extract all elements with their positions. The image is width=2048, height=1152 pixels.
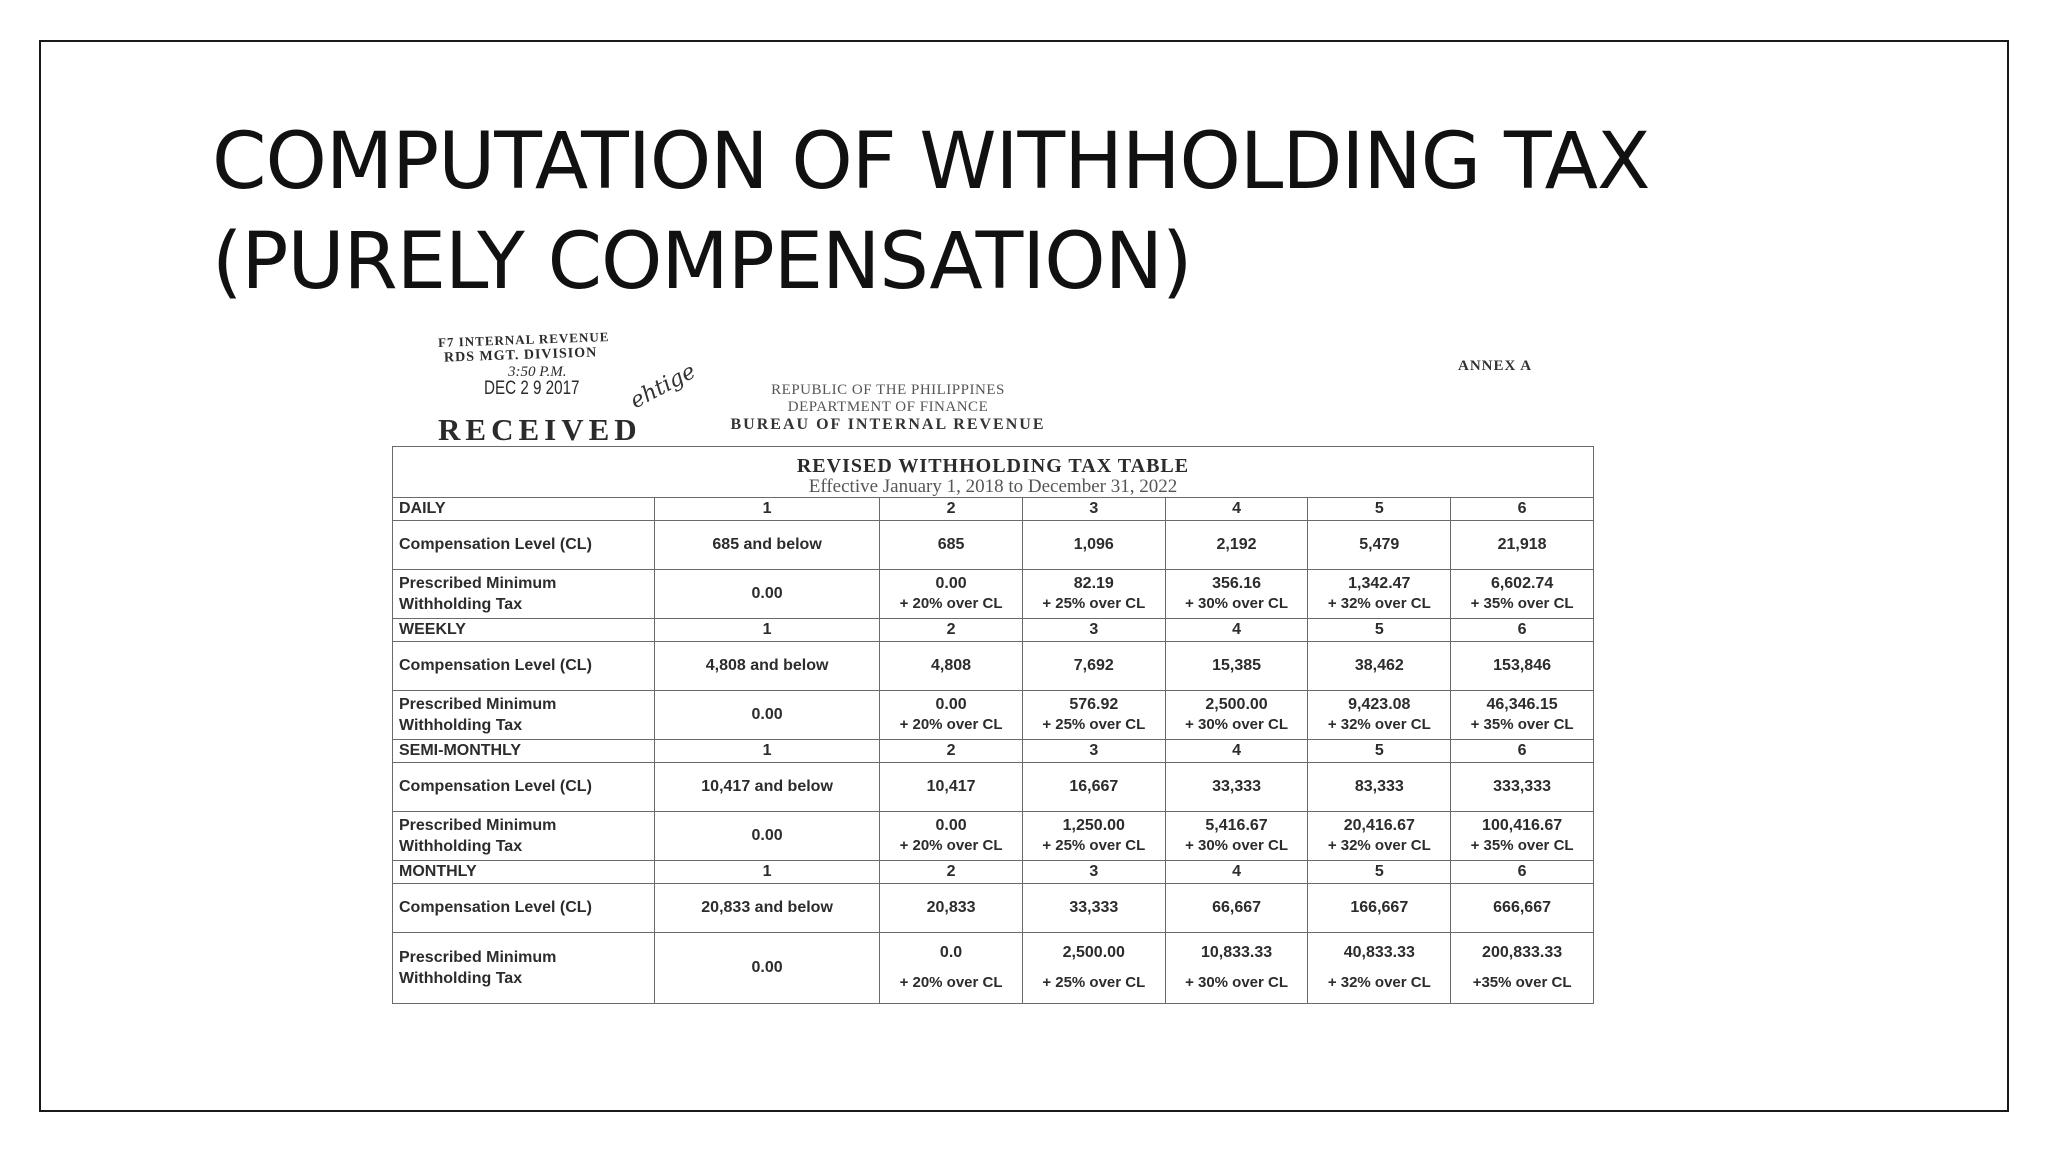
compensation-level-cell: 21,918 [1451,521,1594,570]
compensation-level-cell: 333,333 [1451,763,1594,812]
compensation-level-cell: 166,667 [1308,884,1451,933]
stamp-received: RECEIVED [438,412,642,447]
tax-rate: + 25% over CL [1042,716,1146,733]
compensation-level-cell: 2,192 [1165,521,1308,570]
compensation-level-cell: 4,808 and below [655,642,880,691]
table-row [393,861,1594,884]
tax-amount: 0.00 [751,706,783,723]
compensation-level-cell: 685 [880,521,1023,570]
tax-rate: + 32% over CL [1327,974,1431,991]
tax-amount: 1,342.47 [1348,575,1411,592]
compensation-level-cell: 38,462 [1308,642,1451,691]
compensation-level-cell: 33,333 [1022,884,1165,933]
tax-amount: 0.00 [751,827,783,844]
withholding-tax-cell [880,933,1023,1004]
withholding-tax-cell [655,691,880,740]
bracket-number: 1 [655,619,880,642]
compensation-level-cell: 66,667 [1165,884,1308,933]
withholding-tax-cell [1451,933,1594,1004]
withholding-tax-cell [880,570,1023,619]
period-label: WEEKLY [393,619,655,642]
tax-amount: 0.00 [935,575,967,592]
withholding-tax-cell [1451,691,1594,740]
withholding-tax-cell [1308,691,1451,740]
tax-amount: 2,500.00 [1205,696,1268,713]
withholding-tax-cell [1165,570,1308,619]
withholding-tax-label: Prescribed Minimum Withholding Tax [393,570,655,619]
slide-title-line-1: COMPUTATION OF WITHHOLDING TAX [212,117,1650,207]
table-row [393,884,1594,933]
table-row [393,521,1594,570]
tax-amount: 82.19 [1073,575,1114,592]
compensation-level-cell: 685 and below [655,521,880,570]
withholding-tax-cell [655,812,880,861]
agency-republic: REPUBLIC OF THE PHILIPPINES [771,382,1005,398]
bracket-number: 1 [655,861,880,884]
tax-amount: 100,416.67 [1482,817,1563,834]
tax-amount: 40,833.33 [1343,944,1415,961]
tax-amount: 0.00 [751,959,783,976]
bracket-number: 1 [655,740,880,763]
compensation-level-label: Compensation Level (CL) [393,884,655,933]
bracket-number: 4 [1165,740,1308,763]
compensation-level-cell: 16,667 [1022,763,1165,812]
slide-title [212,112,1912,312]
withholding-tax-cell [1022,570,1165,619]
bracket-number: 6 [1451,619,1594,642]
withholding-tax-cell [1308,933,1451,1004]
bracket-number: 2 [880,619,1023,642]
bracket-number: 2 [880,861,1023,884]
tax-rate: + 20% over CL [899,974,1003,991]
withholding-tax-cell [1451,812,1594,861]
tax-rate: +35% over CL [1472,974,1572,991]
period-label: DAILY [393,498,655,521]
tax-rate: + 20% over CL [899,837,1003,854]
withholding-tax-label: Prescribed Minimum Withholding Tax [393,691,655,740]
withholding-tax-cell [1308,570,1451,619]
compensation-level-label: Compensation Level (CL) [393,642,655,691]
table-row [393,763,1594,812]
withholding-tax-label: Prescribed Minimum Withholding Tax [393,812,655,861]
tax-rate: + 30% over CL [1185,974,1289,991]
tax-amount: 10,833.33 [1200,944,1273,961]
withholding-tax-cell [880,691,1023,740]
compensation-level-cell: 10,417 [880,763,1023,812]
tax-rate: + 30% over CL [1185,595,1289,612]
bracket-number: 2 [880,740,1023,763]
tax-amount: 20,416.67 [1343,817,1415,834]
table-header [393,447,1594,498]
period-label: MONTHLY [393,861,655,884]
table-row [393,933,1594,1004]
tax-amount: 0.0 [939,944,963,961]
table-title: REVISED WITHHOLDING TAX TABLE [796,455,1190,477]
bracket-number: 3 [1022,619,1165,642]
tax-amount: 0.00 [751,585,783,602]
tax-rate: + 20% over CL [899,595,1003,612]
agency-bureau: BUREAU OF INTERNAL REVENUE [730,416,1046,433]
compensation-level-cell: 15,385 [1165,642,1308,691]
table-row [393,812,1594,861]
tax-rate: + 25% over CL [1042,595,1146,612]
stamp-date: DEC 2 9 2017 [484,378,580,399]
table-subtitle: Effective January 1, 2018 to December 31, 2022 [808,476,1178,497]
tax-amount: 356.16 [1212,575,1262,592]
withholding-tax-cell [880,812,1023,861]
table-row [393,740,1594,763]
bracket-number: 2 [880,498,1023,521]
bracket-number: 5 [1308,740,1451,763]
compensation-level-label: Compensation Level (CL) [393,763,655,812]
bracket-number: 5 [1308,498,1451,521]
bracket-number: 6 [1451,861,1594,884]
tax-rate: + 32% over CL [1327,837,1431,854]
tax-amount: 200,833.33 [1482,944,1563,961]
tax-rate: + 20% over CL [899,716,1003,733]
tax-amount: 576.92 [1069,696,1119,713]
bracket-number: 1 [655,498,880,521]
agency-department: DEPARTMENT OF FINANCE [787,399,989,415]
withholding-tax-cell [1022,812,1165,861]
bracket-number: 6 [1451,498,1594,521]
stamp-division-line: RDS MGT. DIVISION [443,345,598,366]
slide-title-line-2: (PURELY COMPENSATION) [212,217,1192,307]
table-row [393,691,1594,740]
withholding-tax-cell [1022,691,1165,740]
table-row [393,619,1594,642]
tax-rate: + 30% over CL [1185,716,1289,733]
withholding-tax-cell [1308,812,1451,861]
compensation-level-cell: 10,417 and below [655,763,880,812]
compensation-level-cell: 7,692 [1022,642,1165,691]
bracket-number: 4 [1165,498,1308,521]
tax-rate: + 30% over CL [1185,837,1289,854]
compensation-level-cell: 153,846 [1451,642,1594,691]
period-label: SEMI-MONTHLY [393,740,655,763]
withholding-tax-table [392,446,1594,1004]
tax-amount: 1,250.00 [1062,817,1125,834]
tax-rate: + 25% over CL [1042,837,1146,854]
tax-amount: 6,602.74 [1490,575,1554,592]
compensation-level-cell: 1,096 [1022,521,1165,570]
bracket-number: 4 [1165,861,1308,884]
bracket-number: 3 [1022,498,1165,521]
bracket-number: 5 [1308,861,1451,884]
bracket-number: 3 [1022,861,1165,884]
stamp-signature: ehtige [626,358,700,415]
withholding-tax-cell [1165,812,1308,861]
stamp-office-line: F7 INTERNAL REVENUE [437,329,610,350]
compensation-level-cell: 33,333 [1165,763,1308,812]
withholding-tax-cell [1165,691,1308,740]
withholding-tax-cell [1451,570,1594,619]
tax-amount: 46,346.15 [1486,696,1558,713]
withholding-tax-cell [655,933,880,1004]
withholding-tax-cell [1165,933,1308,1004]
tax-amount: 9,423.08 [1348,696,1411,713]
withholding-tax-cell [1022,933,1165,1004]
compensation-level-cell: 4,808 [880,642,1023,691]
table-row [393,642,1594,691]
compensation-level-cell: 666,667 [1451,884,1594,933]
compensation-level-cell: 20,833 and below [655,884,880,933]
compensation-level-cell: 83,333 [1308,763,1451,812]
stamp-time: 3:50 P.M. [508,364,567,380]
bracket-number: 4 [1165,619,1308,642]
tax-amount: 2,500.00 [1062,944,1125,961]
tax-rate: + 35% over CL [1470,595,1574,612]
tax-amount: 5,416.67 [1205,817,1268,834]
bracket-number: 5 [1308,619,1451,642]
compensation-level-cell: 5,479 [1308,521,1451,570]
table-row [393,570,1594,619]
scanned-document [378,330,1618,1010]
bracket-number: 6 [1451,740,1594,763]
withholding-tax-cell [655,570,880,619]
tax-rate: + 32% over CL [1327,595,1431,612]
tax-rate: + 25% over CL [1042,974,1146,991]
table-row [393,498,1594,521]
tax-amount: 0.00 [935,696,967,713]
tax-rate: + 35% over CL [1470,837,1574,854]
tax-rate: + 32% over CL [1327,716,1431,733]
bracket-number: 3 [1022,740,1165,763]
withholding-tax-label: Prescribed Minimum Withholding Tax [393,933,655,1004]
tax-rate: + 35% over CL [1470,716,1574,733]
compensation-level-label: Compensation Level (CL) [393,521,655,570]
annex-label: ANNEX A [1458,358,1533,374]
tax-amount: 0.00 [935,817,967,834]
compensation-level-cell: 20,833 [880,884,1023,933]
